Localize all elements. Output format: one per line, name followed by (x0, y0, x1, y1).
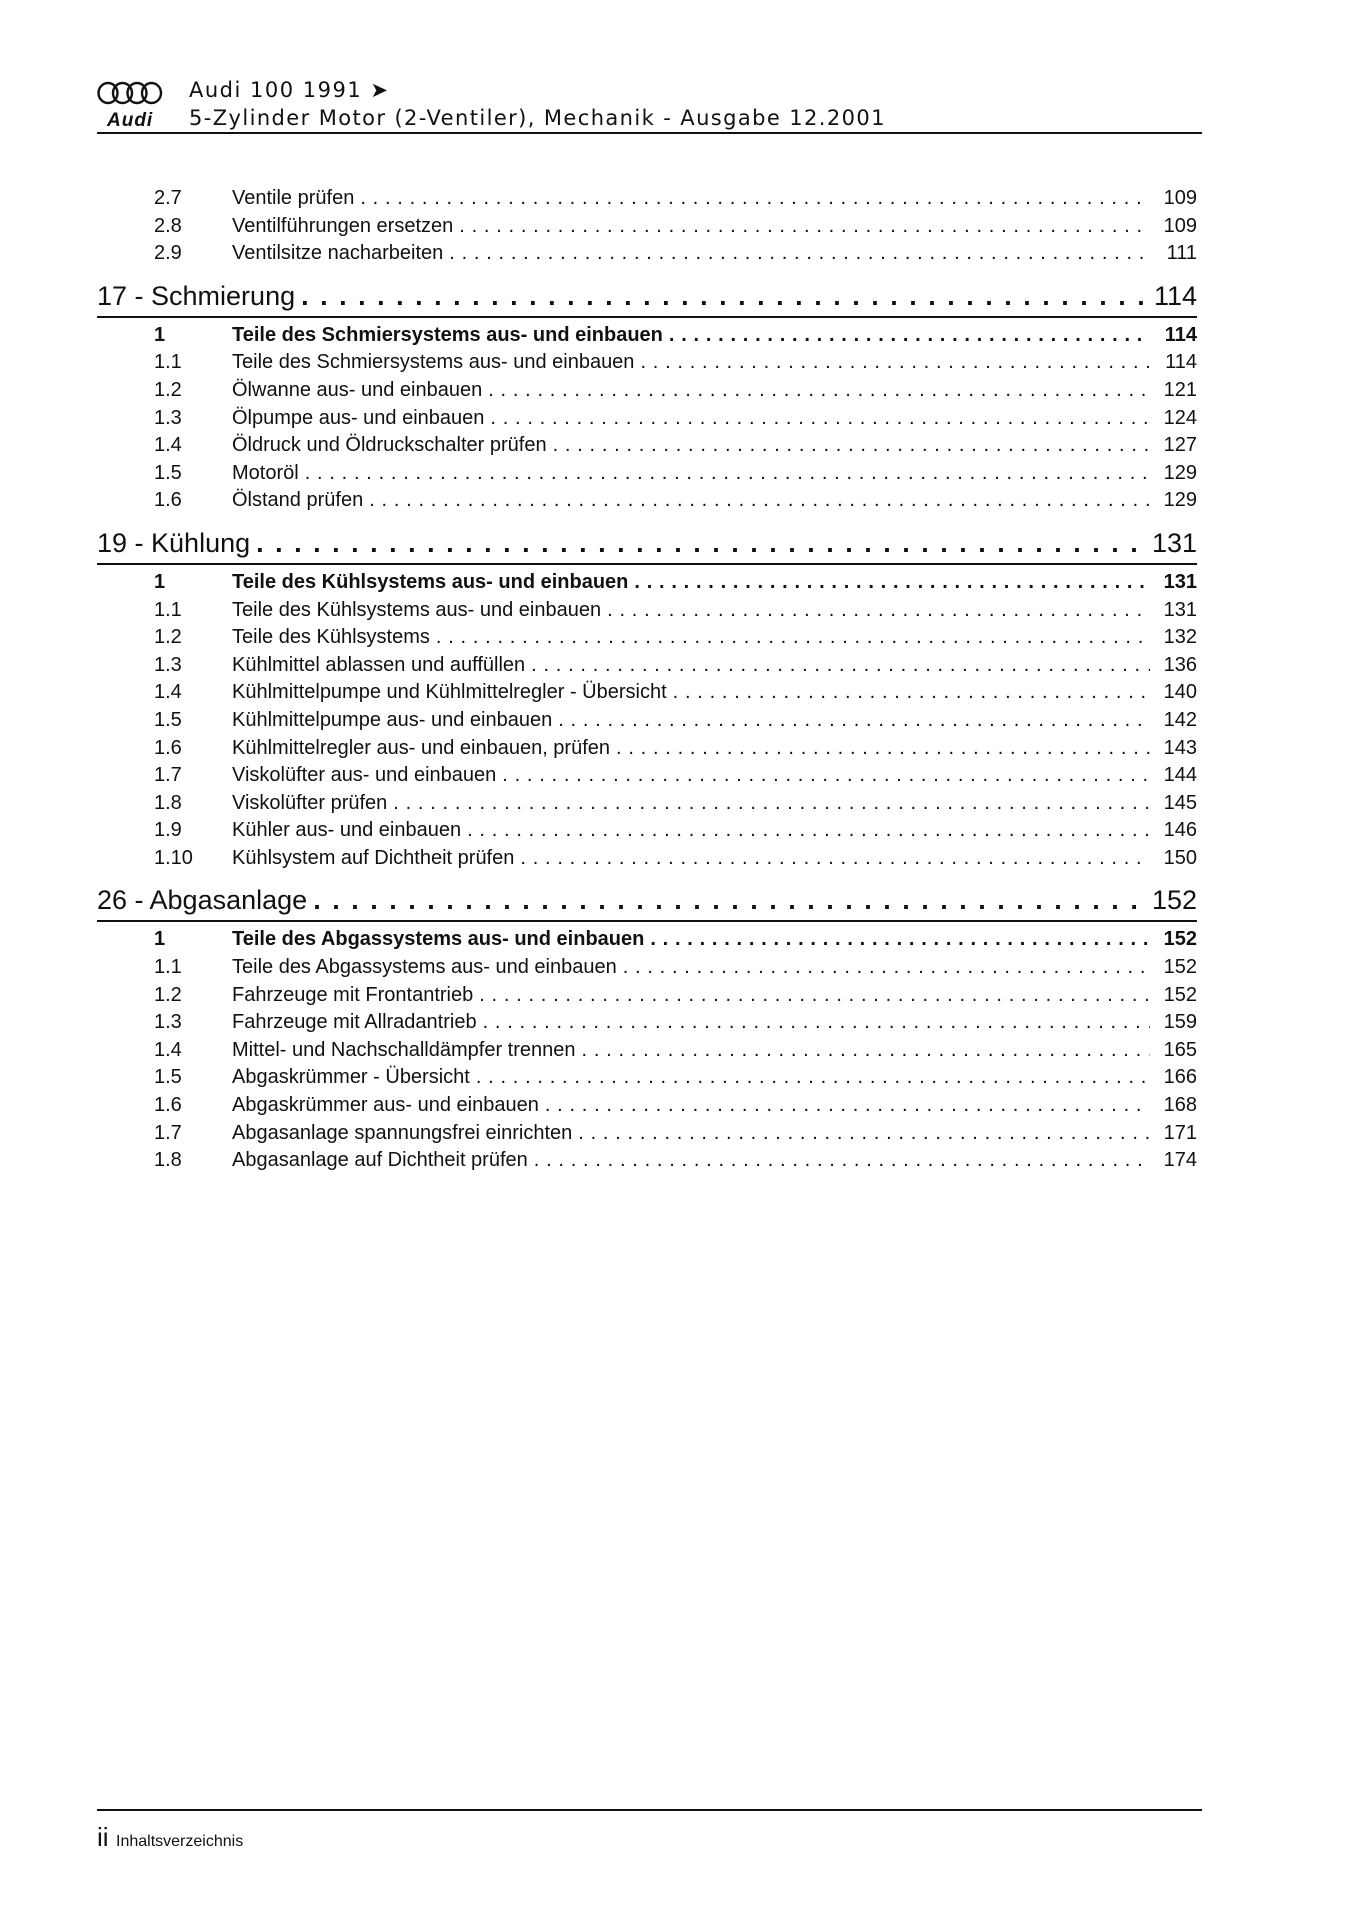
audi-rings-icon (97, 80, 163, 106)
toc-entry-page: 165 (1163, 1038, 1197, 1061)
toc-entry[interactable] (97, 597, 1197, 625)
toc-entry-title: Ölpumpe aus- und einbauen (232, 406, 485, 429)
toc-entry-page: 140 (1163, 681, 1197, 704)
chapter-title: 19 - Kühlung (97, 527, 251, 558)
toc-entry[interactable] (97, 624, 1197, 652)
page-number: ii (97, 1822, 109, 1852)
toc-entry-number: 1.4 (154, 1038, 182, 1061)
toc-entry-page: 145 (1163, 791, 1197, 814)
toc-entry-page: 174 (1163, 1149, 1197, 1172)
chapter-divider (97, 920, 1197, 922)
dot-leader (369, 487, 1150, 515)
toc-entry-number: 1.1 (154, 351, 182, 374)
toc-entry-page: 109 (1163, 187, 1197, 209)
toc-entry-number: 1 (154, 570, 166, 593)
toc-entry-page: 168 (1163, 1094, 1197, 1117)
toc-chapter-heading[interactable] (97, 278, 1197, 314)
toc-entry-title: Kühlmittelregler aus- und einbauen, prüfen (232, 736, 611, 759)
toc-entry[interactable] (97, 982, 1197, 1010)
dot-leader (673, 679, 1150, 707)
chapter-title: 17 - Schmierung (97, 280, 296, 311)
toc-entry-page: 129 (1163, 461, 1197, 484)
toc-entry-title: Fahrzeuge mit Allradantrieb (232, 1011, 477, 1034)
toc-entry-title: Teile des Kühlsystems (232, 626, 430, 649)
toc-entry-number: 1.1 (154, 956, 182, 979)
toc-entry[interactable] (97, 1120, 1197, 1148)
dot-leader (479, 982, 1150, 1010)
toc-entry-number: 1.7 (154, 764, 182, 787)
page-header (97, 78, 1202, 136)
toc-entry-title: Ölwanne aus- und einbauen (232, 378, 483, 401)
dot-leader (623, 954, 1150, 982)
toc-entry[interactable] (97, 322, 1197, 350)
dot-leader (607, 597, 1150, 625)
toc-entry-page: 127 (1163, 434, 1197, 457)
toc-entry-page: 124 (1163, 406, 1197, 429)
dot-leader (301, 278, 1150, 314)
toc-entry-number: 1.10 (154, 846, 193, 869)
header-divider (97, 132, 1202, 134)
dot-leader (305, 460, 1150, 488)
toc-entry-title: Teile des Kühlsystems aus- und einbauen (232, 598, 602, 621)
dot-leader (449, 240, 1150, 268)
toc-entry-title: Teile des Kühlsystems aus- und einbauen (232, 570, 629, 593)
chapter-page: 114 (1153, 280, 1197, 311)
toc-entry-number: 1.8 (154, 1149, 182, 1172)
toc-chapter-heading[interactable] (97, 525, 1197, 561)
toc-entry[interactable] (97, 679, 1197, 707)
dot-leader (616, 735, 1150, 763)
manual-subtitle: 5-Zylinder Motor (2-Ventiler), Mechanik - Ausgabe 12.2001 (189, 106, 886, 130)
dot-leader (483, 1009, 1150, 1037)
toc-entry[interactable] (97, 1092, 1197, 1120)
dot-leader (393, 790, 1150, 818)
toc-entry[interactable] (97, 762, 1197, 790)
table-of-contents (97, 185, 1197, 1175)
toc-chapter-heading[interactable] (97, 882, 1197, 918)
dot-leader (476, 1064, 1150, 1092)
toc-entry-page: 146 (1163, 819, 1197, 842)
toc-entry-title: Ventilsitze nacharbeiten (232, 242, 444, 265)
toc-entry[interactable] (97, 817, 1197, 845)
toc-entry-title: Kühlmittelpumpe und Kühlmittelregler - Übersicht (232, 681, 667, 704)
toc-entry[interactable] (97, 926, 1197, 954)
toc-entry[interactable] (97, 377, 1197, 405)
toc-entry-title: Abgaskrümmer aus- und einbauen (232, 1094, 539, 1117)
toc-entry-page: 132 (1163, 626, 1197, 649)
toc-entry-page: 131 (1163, 598, 1197, 621)
manual-title: Audi 100 1991 ➤ (189, 78, 390, 102)
dot-leader (558, 707, 1150, 735)
toc-entry[interactable] (97, 432, 1197, 460)
toc-entry-number: 1.3 (154, 1011, 182, 1034)
toc-entry-number: 2.9 (154, 242, 182, 265)
toc-entry-page: 121 (1163, 378, 1197, 401)
toc-entry-title: Viskolüfter aus- und einbauen (232, 764, 497, 787)
toc-entry-title: Mittel- und Nachschalldämpfer trennen (232, 1038, 576, 1061)
toc-entry-number: 1.9 (154, 819, 182, 842)
dot-leader (313, 882, 1148, 918)
toc-entry-number: 1.6 (154, 489, 182, 512)
toc-entry[interactable] (97, 790, 1197, 818)
toc-entry-number: 2.8 (154, 214, 182, 237)
toc-entry-number: 1.5 (154, 461, 182, 484)
dot-leader (436, 624, 1150, 652)
toc-entry[interactable] (97, 349, 1197, 377)
toc-entry-number: 1.7 (154, 1121, 182, 1144)
toc-entry[interactable] (97, 240, 1197, 268)
toc-entry[interactable] (97, 460, 1197, 488)
toc-entry-number: 1 (154, 928, 166, 951)
toc-entry-number: 1.5 (154, 1066, 182, 1089)
toc-entry[interactable] (97, 405, 1197, 433)
dot-leader (578, 1120, 1150, 1148)
toc-entry-page: 166 (1163, 1066, 1197, 1089)
dot-leader (488, 377, 1150, 405)
toc-entry-title: Öldruck und Öldruckschalter prüfen (232, 434, 547, 457)
toc-entry-title: Teile des Schmiersystems aus- und einbauen (232, 323, 663, 346)
toc-entry[interactable] (97, 487, 1197, 515)
toc-entry[interactable] (97, 569, 1197, 597)
toc-entry-number: 1.6 (154, 736, 182, 759)
dot-leader (520, 845, 1150, 873)
toc-entry-page: 109 (1163, 214, 1197, 237)
toc-entry-title: Viskolüfter prüfen (232, 791, 388, 814)
toc-entry-page: 159 (1163, 1011, 1197, 1034)
toc-entry[interactable] (97, 845, 1197, 873)
toc-entry-number: 2.7 (154, 187, 182, 209)
toc-entry-page: 114 (1165, 351, 1197, 374)
toc-entry-title: Abgaskrümmer - Übersicht (232, 1066, 470, 1089)
chapter-page: 152 (1151, 885, 1197, 916)
toc-entry[interactable] (97, 1064, 1197, 1092)
toc-entry[interactable] (97, 1147, 1197, 1175)
toc-entry-number: 1.8 (154, 791, 182, 814)
toc-entry-title: Abgasanlage spannungsfrei einrichten (232, 1121, 573, 1144)
dot-leader (534, 1147, 1150, 1175)
toc-entry[interactable] (97, 954, 1197, 982)
toc-entry-number: 1.4 (154, 434, 182, 457)
toc-entry[interactable] (97, 707, 1197, 735)
toc-entry[interactable] (97, 652, 1197, 680)
toc-entry[interactable] (97, 735, 1197, 763)
toc-entry-number: 1.2 (154, 378, 182, 401)
toc-entry-page: 171 (1163, 1121, 1197, 1144)
toc-entry-page: 111 (1166, 242, 1197, 265)
dot-leader (650, 926, 1150, 954)
dot-leader (360, 185, 1150, 213)
toc-entry-number: 1.1 (154, 598, 182, 621)
dot-leader (634, 569, 1150, 597)
audi-wordmark: Audi (107, 110, 154, 131)
toc-entry-title: Kühler aus- und einbauen (232, 819, 462, 842)
toc-entry-page: 136 (1163, 653, 1197, 676)
dot-leader (531, 652, 1150, 680)
dot-leader (459, 213, 1150, 241)
toc-entry-page: 152 (1163, 928, 1197, 951)
dot-leader (669, 322, 1150, 350)
toc-entry[interactable] (97, 185, 1197, 213)
footer-divider (97, 1809, 1202, 1811)
toc-entry-page: 152 (1163, 956, 1197, 979)
toc-entry-number: 1 (154, 323, 166, 346)
toc-entry-title: Ventilführungen ersetzen (232, 214, 454, 237)
dot-leader (545, 1092, 1150, 1120)
toc-entry-page: 142 (1163, 708, 1197, 731)
toc-entry-number: 1.5 (154, 708, 182, 731)
toc-entry-number: 1.2 (154, 626, 182, 649)
toc-entry-page: 150 (1163, 846, 1197, 869)
dot-leader (467, 817, 1150, 845)
chapter-divider (97, 563, 1197, 565)
toc-entry-title: Teile des Schmiersystems aus- und einbauen (232, 351, 635, 374)
toc-entry-page: 152 (1163, 983, 1197, 1006)
toc-entry-title: Teile des Abgassystems aus- und einbauen (232, 956, 617, 979)
toc-entry-title: Ölstand prüfen (232, 489, 364, 512)
toc-entry-number: 1.6 (154, 1094, 182, 1117)
dot-leader (640, 349, 1150, 377)
toc-entry-title: Abgasanlage auf Dichtheit prüfen (232, 1149, 528, 1172)
toc-entry-title: Fahrzeuge mit Frontantrieb (232, 983, 474, 1006)
dot-leader (490, 405, 1150, 433)
toc-entry-title: Teile des Abgassystems aus- und einbauen (232, 928, 645, 951)
toc-entry-number: 1.3 (154, 406, 182, 429)
toc-entry[interactable] (97, 1009, 1197, 1037)
toc-entry-page: 114 (1164, 323, 1197, 346)
toc-entry-number: 1.3 (154, 653, 182, 676)
dot-leader (256, 525, 1148, 561)
toc-entry-title: Motoröl (232, 461, 299, 484)
dot-leader (553, 432, 1150, 460)
toc-entry[interactable] (97, 1037, 1197, 1065)
toc-entry-number: 1.4 (154, 681, 182, 704)
toc-entry-title: Kühlmittel ablassen und auffüllen (232, 653, 526, 676)
toc-entry-page: 144 (1163, 764, 1197, 787)
toc-entry-page: 143 (1163, 736, 1197, 759)
toc-entry[interactable] (97, 213, 1197, 241)
toc-entry-title: Ventile prüfen (232, 187, 355, 209)
audi-logo (97, 80, 189, 131)
chapter-title: 26 - Abgasanlage (97, 885, 308, 916)
toc-entry-page: 131 (1163, 570, 1197, 593)
chapter-page: 131 (1151, 527, 1197, 558)
toc-entry-page: 129 (1163, 489, 1197, 512)
page-footer (97, 1822, 243, 1853)
dot-leader (502, 762, 1150, 790)
dot-leader (582, 1037, 1150, 1065)
toc-entry-number: 1.2 (154, 983, 182, 1006)
footer-label: Inhaltsverzeichnis (116, 1833, 244, 1850)
chapter-divider (97, 316, 1197, 318)
toc-entry-title: Kühlsystem auf Dichtheit prüfen (232, 846, 515, 869)
toc-entry-title: Kühlmittelpumpe aus- und einbauen (232, 708, 553, 731)
